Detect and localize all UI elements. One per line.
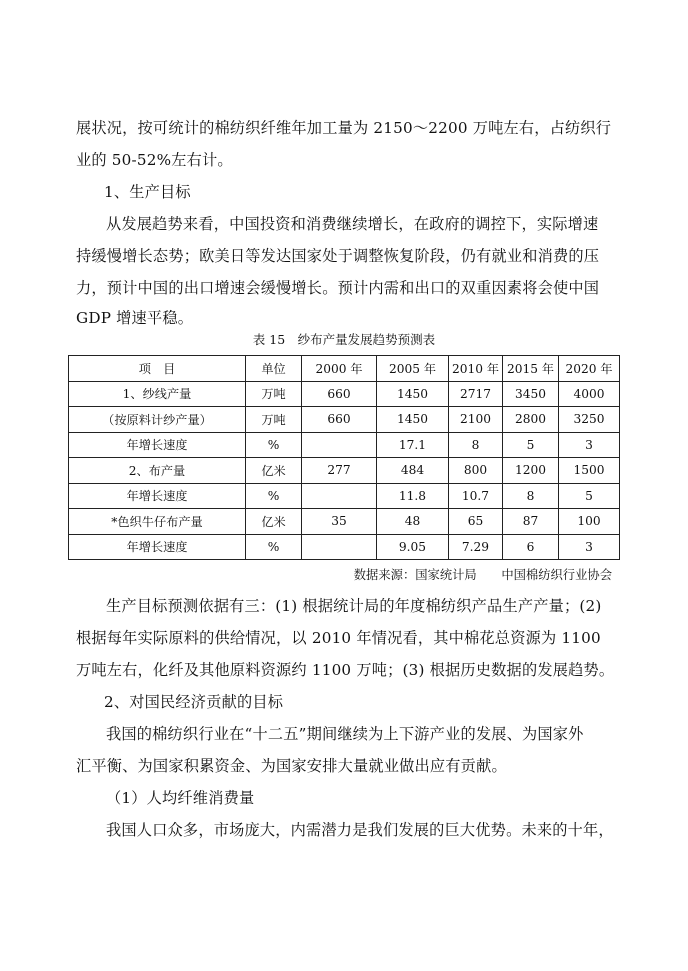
table-cell: % xyxy=(246,432,302,458)
table-cell: 9.05 xyxy=(377,534,449,560)
table-header-cell: 单位 xyxy=(246,356,302,382)
table-cell: 35 xyxy=(302,509,377,535)
table-cell: % xyxy=(246,534,302,560)
table-cell: 1450 xyxy=(377,381,449,407)
table-cell: 8 xyxy=(449,432,503,458)
table-row-label: 年增长速度 xyxy=(69,432,246,458)
table-row xyxy=(69,458,620,484)
section-heading-economic-contribution: 2、对国民经济贡献的目标 xyxy=(104,693,284,711)
table-cell: 2717 xyxy=(449,381,503,407)
paragraph-4-line-1: 我国的棉纺织行业在“十二五”期间继续为上下游产业的发展、为国家外 xyxy=(106,725,584,743)
table-cell: 4000 xyxy=(559,381,620,407)
table-cell: 1200 xyxy=(503,458,559,484)
table-row-label: 1、纱线产量 xyxy=(69,381,246,407)
table-header-row xyxy=(69,356,620,382)
table-cell: 3250 xyxy=(559,407,620,433)
table-row xyxy=(69,483,620,509)
table-cell: 万吨 xyxy=(246,381,302,407)
paragraph-2-line-4: GDP 增速平稳。 xyxy=(76,309,194,327)
table-row-label: （按原料计纱产量） xyxy=(69,407,246,433)
table-cell: 1450 xyxy=(377,407,449,433)
paragraph-2-line-3: 力，预计中国的出口增速会缓慢增长。预计内需和出口的双重因素将会使中国 xyxy=(76,279,600,297)
table-cell: 6 xyxy=(503,534,559,560)
table-header-cell: 2010 年 xyxy=(449,356,503,382)
table-cell: 3450 xyxy=(503,381,559,407)
forecast-table xyxy=(68,355,620,560)
table-cell: 65 xyxy=(449,509,503,535)
table-row xyxy=(69,534,620,560)
table-cell: 660 xyxy=(302,407,377,433)
paragraph-4-line-2: 汇平衡、为国家积累资金、为国家安排大量就业做出应有贡献。 xyxy=(76,757,507,775)
paragraph-1-line-1: 展状况，按可统计的棉纺织纤维年加工量为 2150～2200 万吨左右，占纺织行 xyxy=(76,119,612,137)
table-header-cell: 2015 年 xyxy=(503,356,559,382)
paragraph-3-line-3: 万吨左右，化纤及其他原料资源约 1100 万吨；(3) 根据历史数据的发展趋势。 xyxy=(76,661,615,679)
table-cell: 3 xyxy=(559,432,620,458)
table-header-cell: 2020 年 xyxy=(559,356,620,382)
table-cell: 亿米 xyxy=(246,509,302,535)
table-cell: 1500 xyxy=(559,458,620,484)
section-heading-production-target: 1、生产目标 xyxy=(104,183,191,201)
table-row xyxy=(69,432,620,458)
table-cell: % xyxy=(246,483,302,509)
table-cell: 万吨 xyxy=(246,407,302,433)
table-cell: 100 xyxy=(559,509,620,535)
paragraph-3-line-2: 根据每年实际原料的供给情况，以 2010 年情况看，其中棉花总资源为 1100 xyxy=(76,629,601,647)
table-cell: 2800 xyxy=(503,407,559,433)
table-row-label: 年增长速度 xyxy=(69,483,246,509)
table-cell xyxy=(302,483,377,509)
table-header-cell: 2005 年 xyxy=(377,356,449,382)
table-cell: 48 xyxy=(377,509,449,535)
paragraph-3-line-1: 生产目标预测依据有三：(1) 根据统计局的年度棉纺织产品生产产量；(2) xyxy=(106,597,602,615)
table-cell: 17.1 xyxy=(377,432,449,458)
table-row xyxy=(69,381,620,407)
table-cell xyxy=(302,534,377,560)
paragraph-2-line-1: 从发展趋势来看，中国投资和消费继续增长，在政府的调控下，实际增速 xyxy=(106,215,599,233)
subsection-heading-fiber-consumption: （1）人均纤维消费量 xyxy=(106,789,255,807)
table-row xyxy=(69,407,620,433)
table-cell: 10.7 xyxy=(449,483,503,509)
table-cell: 5 xyxy=(559,483,620,509)
table-source: 数据来源：国家统计局 中国棉纺织行业协会 xyxy=(353,568,612,582)
table-cell: 亿米 xyxy=(246,458,302,484)
paragraph-2-line-2: 持缓慢增长态势；欧美日等发达国家处于调整恢复阶段，仍有就业和消费的压 xyxy=(76,247,600,265)
table-cell xyxy=(302,432,377,458)
table-cell: 7.29 xyxy=(449,534,503,560)
table-caption: 表 15 纱布产量发展趋势预测表 xyxy=(252,332,436,347)
table-cell: 5 xyxy=(503,432,559,458)
table-cell: 8 xyxy=(503,483,559,509)
table-cell: 660 xyxy=(302,381,377,407)
table-cell: 2100 xyxy=(449,407,503,433)
table-cell: 11.8 xyxy=(377,483,449,509)
table-cell: 3 xyxy=(559,534,620,560)
table-row xyxy=(69,509,620,535)
table-cell: 484 xyxy=(377,458,449,484)
table-row-label: 2、布产量 xyxy=(69,458,246,484)
table-row-label: *色织牛仔布产量 xyxy=(69,509,246,535)
table-cell: 277 xyxy=(302,458,377,484)
paragraph-5-line-1: 我国人口众多，市场庞大，内需潜力是我们发展的巨大优势。未来的十年， xyxy=(106,821,614,839)
table-header-cell: 项 目 xyxy=(69,356,246,382)
table-row-label: 年增长速度 xyxy=(69,534,246,560)
paragraph-1-line-2: 业的 50-52%左右计。 xyxy=(76,151,233,169)
table-cell: 800 xyxy=(449,458,503,484)
table-cell: 87 xyxy=(503,509,559,535)
table-header-cell: 2000 年 xyxy=(302,356,377,382)
